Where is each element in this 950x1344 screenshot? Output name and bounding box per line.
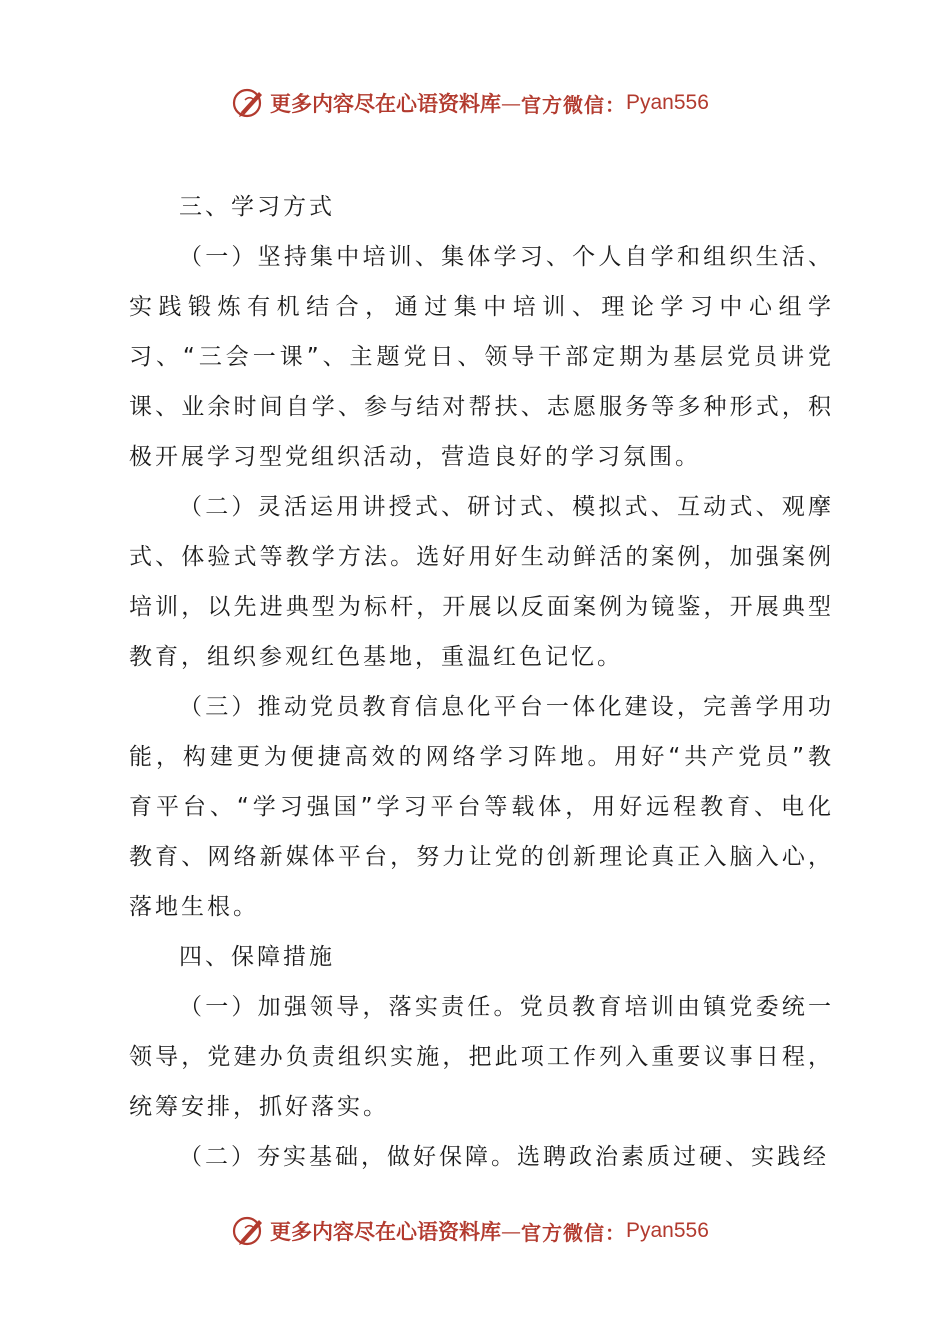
banner-wechat-id: Pyan556 (626, 1219, 709, 1242)
pen-logo-icon (232, 86, 266, 120)
banner-dash: — (501, 91, 521, 115)
header-banner (232, 83, 709, 123)
pen-logo-icon (232, 1214, 266, 1248)
banner-wechat-label: 官方微信： (521, 1220, 626, 1245)
footer-banner (232, 1211, 709, 1251)
section-heading-4: 四、保障措施 (179, 944, 335, 970)
paragraph-4-2: （二）夯实基础，做好保障。选聘政治素质过硬、实践经 (179, 1144, 829, 1170)
paragraph-3-3: （三）推动党员教育信息化平台一体化建设，完善学用功能，构建更为便捷高效的网络学习阵地。用好“共产党员”教育平台、“学习强国”学习平台等载体，用好远程教育、电化教育、网络新媒体平台，努力让党的创新理论真正入脑入心，落地生根。 (129, 694, 834, 920)
section-heading-3: 三、学习方式 (179, 194, 335, 220)
banner-dash: — (501, 1219, 521, 1243)
paragraph-3-1: （一）坚持集中培训、集体学习、个人自学和组织生活、实践锻炼有机结合，通过集中培训、理论学习中心组学习、“三会一课”、主题党日、领导干部定期为基层党员讲党课、业余时间自学、参与结对帮扶、志愿服务等多种形式，积极开展学习型党组织活动，营造良好的学习氛围。 (129, 244, 834, 470)
banner-wechat-id: Pyan556 (626, 91, 709, 114)
banner-title: 更多内容尽在心语资料库 (270, 91, 501, 116)
banner-title: 更多内容尽在心语资料库 (270, 1219, 501, 1244)
document-body (129, 182, 834, 1182)
paragraph-4-1: （一）加强领导，落实责任。党员教育培训由镇党委统一领导，党建办负责组织实施，把此项工作列入重要议事日程，统筹安排，抓好落实。 (129, 994, 834, 1120)
banner-wechat-label: 官方微信： (521, 92, 626, 117)
paragraph-3-2: （二）灵活运用讲授式、研讨式、模拟式、互动式、观摩式、体验式等教学方法。选好用好生动鲜活的案例，加强案例培训，以先进典型为标杆，开展以反面案例为镜鉴，开展典型教育，组织参观红色基地，重温红色记忆。 (129, 494, 834, 670)
